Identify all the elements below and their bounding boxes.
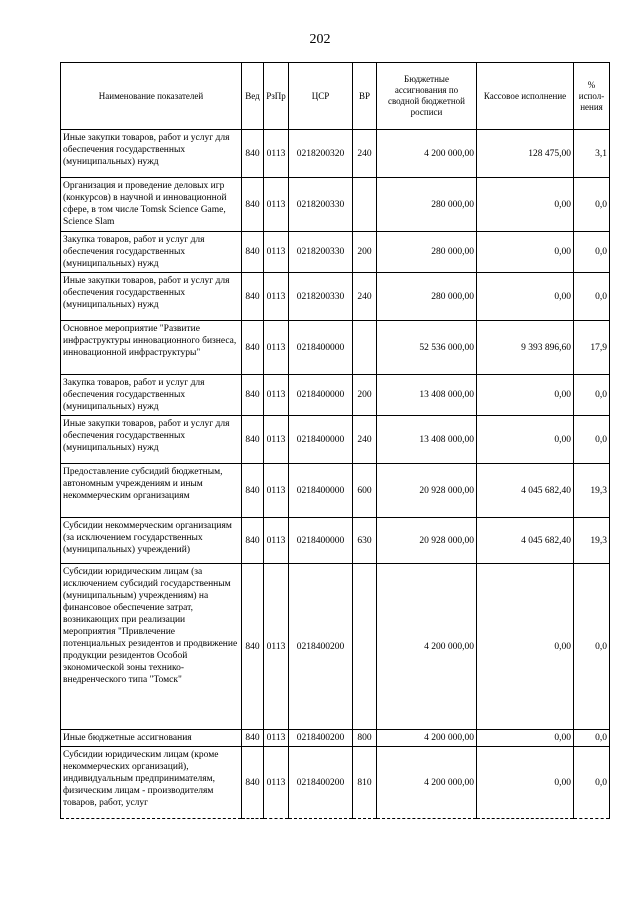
table-row [61, 273, 610, 321]
cell-ved: 840 [242, 375, 264, 416]
header-budget: Бюджетные ассигнования по сводной бюджетной росписи [377, 63, 477, 130]
cell-budget: 280 000,00 [377, 178, 477, 232]
table-row [61, 518, 610, 564]
cell-ved: 840 [242, 747, 264, 819]
cell-pct: 0,0 [574, 564, 610, 730]
cell-rzpr: 0113 [264, 178, 289, 232]
cell-csr: 0218400000 [289, 375, 353, 416]
table-row [61, 564, 610, 730]
cell-name: Закупка товаров, работ и услуг для обеспечения государственных (муниципальных) нужд [61, 375, 242, 416]
cell-vr: 200 [353, 232, 377, 273]
header-name: Наименование показателей [61, 63, 242, 130]
cell-csr: 0218400200 [289, 747, 353, 819]
cell-budget: 13 408 000,00 [377, 375, 477, 416]
header-rzpr: РзПр [264, 63, 289, 130]
cell-csr: 0218400200 [289, 730, 353, 747]
cell-cash: 0,00 [477, 416, 574, 464]
cell-vr: 240 [353, 416, 377, 464]
cell-budget: 4 200 000,00 [377, 747, 477, 819]
cell-budget: 20 928 000,00 [377, 464, 477, 518]
cell-ved: 840 [242, 464, 264, 518]
cell-pct: 0,0 [574, 178, 610, 232]
cell-cash: 128 475,00 [477, 130, 574, 178]
cell-ved: 840 [242, 273, 264, 321]
cell-pct: 3,1 [574, 130, 610, 178]
cell-csr: 0218200330 [289, 273, 353, 321]
cell-pct: 0,0 [574, 747, 610, 819]
header-cash: Кассовое исполнение [477, 63, 574, 130]
cell-ved: 840 [242, 564, 264, 730]
cell-cash: 0,00 [477, 178, 574, 232]
cell-name: Предоставление субсидий бюджетным, автономным учреждениям и иным некоммерческим организациям [61, 464, 242, 518]
cell-vr: 630 [353, 518, 377, 564]
cell-rzpr: 0113 [264, 273, 289, 321]
cell-rzpr: 0113 [264, 464, 289, 518]
table-row [61, 464, 610, 518]
cell-vr: 240 [353, 273, 377, 321]
cell-rzpr: 0113 [264, 747, 289, 819]
table-row [61, 321, 610, 375]
table-row [61, 178, 610, 232]
cell-vr: 600 [353, 464, 377, 518]
cell-rzpr: 0113 [264, 321, 289, 375]
cell-ved: 840 [242, 232, 264, 273]
cell-budget: 13 408 000,00 [377, 416, 477, 464]
cell-cash: 4 045 682,40 [477, 518, 574, 564]
cell-budget: 280 000,00 [377, 273, 477, 321]
cell-name: Основное мероприятие "Развитие инфраструктуры инновационного бизнеса, инновационной инфраструктуры" [61, 321, 242, 375]
cell-ved: 840 [242, 730, 264, 747]
table-row [61, 375, 610, 416]
cell-budget: 20 928 000,00 [377, 518, 477, 564]
cell-csr: 0218200320 [289, 130, 353, 178]
cell-budget: 52 536 000,00 [377, 321, 477, 375]
cell-vr: 800 [353, 730, 377, 747]
cell-rzpr: 0113 [264, 130, 289, 178]
cell-ved: 840 [242, 416, 264, 464]
table-row [61, 730, 610, 747]
cell-name: Иные закупки товаров, работ и услуг для обеспечения государственных (муниципальных) нужд [61, 416, 242, 464]
cell-cash: 4 045 682,40 [477, 464, 574, 518]
cell-csr: 0218400000 [289, 321, 353, 375]
cell-rzpr: 0113 [264, 416, 289, 464]
header-pct: % испол-нения [574, 63, 610, 130]
cell-name: Организация и проведение деловых игр (конкурсов) в научной и инновационной сфере, в том числе Tomsk Science Game, Science Slam [61, 178, 242, 232]
table-row [61, 747, 610, 819]
cell-budget: 4 200 000,00 [377, 730, 477, 747]
cell-csr: 0218400000 [289, 416, 353, 464]
header-vr: ВР [353, 63, 377, 130]
cell-csr: 0218400000 [289, 518, 353, 564]
cell-csr: 0218200330 [289, 178, 353, 232]
cell-csr: 0218400000 [289, 464, 353, 518]
cell-pct: 0,0 [574, 375, 610, 416]
cell-name: Субсидии юридическим лицам (за исключением субсидий государственным (муниципальным) учреждениям) на финансовое обеспечение затрат, возникающих при реализации мероприятия "Привлечение потенциальных резидентов и продвижение продукции резидентов Особой экономической зоны технико-внедренческого типа "Томск" [61, 564, 242, 730]
cell-ved: 840 [242, 178, 264, 232]
cell-pct: 19,3 [574, 518, 610, 564]
cell-vr [353, 321, 377, 375]
cell-budget: 4 200 000,00 [377, 564, 477, 730]
cell-name: Субсидии юридическим лицам (кроме некоммерческих организаций), индивидуальным предпринимателям, физическим лицам - производителям товаров, работ, услуг [61, 747, 242, 819]
table-row [61, 416, 610, 464]
header-ved: Вед [242, 63, 264, 130]
cell-budget: 4 200 000,00 [377, 130, 477, 178]
cell-budget: 280 000,00 [377, 232, 477, 273]
cell-cash: 0,00 [477, 273, 574, 321]
cell-pct: 0,0 [574, 416, 610, 464]
cell-cash: 0,00 [477, 564, 574, 730]
cell-rzpr: 0113 [264, 730, 289, 747]
cell-rzpr: 0113 [264, 232, 289, 273]
cell-name: Субсидии некоммерческим организациям (за исключением государственных (муниципальных) учреждений) [61, 518, 242, 564]
cell-name: Иные бюджетные ассигнования [61, 730, 242, 747]
cell-vr: 810 [353, 747, 377, 819]
cell-cash: 9 393 896,60 [477, 321, 574, 375]
header-csr: ЦСР [289, 63, 353, 130]
cell-pct: 17,9 [574, 321, 610, 375]
cell-csr: 0218400200 [289, 564, 353, 730]
table-row [61, 130, 610, 178]
budget-execution-table [60, 62, 610, 819]
page-number: 202 [309, 32, 331, 47]
cell-vr: 200 [353, 375, 377, 416]
cell-name: Иные закупки товаров, работ и услуг для обеспечения государственных (муниципальных) нужд [61, 130, 242, 178]
cell-name: Закупка товаров, работ и услуг для обеспечения государственных (муниципальных) нужд [61, 232, 242, 273]
cell-cash: 0,00 [477, 232, 574, 273]
cell-pct: 19,3 [574, 464, 610, 518]
cell-vr [353, 178, 377, 232]
cell-rzpr: 0113 [264, 518, 289, 564]
cell-cash: 0,00 [477, 375, 574, 416]
cell-cash: 0,00 [477, 747, 574, 819]
cell-name: Иные закупки товаров, работ и услуг для обеспечения государственных (муниципальных) нужд [61, 273, 242, 321]
cell-ved: 840 [242, 130, 264, 178]
cell-rzpr: 0113 [264, 375, 289, 416]
cell-vr [353, 564, 377, 730]
cell-ved: 840 [242, 321, 264, 375]
header-row [61, 63, 610, 130]
cell-csr: 0218200330 [289, 232, 353, 273]
cell-pct: 0,0 [574, 232, 610, 273]
table-body [61, 130, 610, 819]
cell-ved: 840 [242, 518, 264, 564]
cell-cash: 0,00 [477, 730, 574, 747]
cell-pct: 0,0 [574, 273, 610, 321]
cell-vr: 240 [353, 130, 377, 178]
cell-pct: 0,0 [574, 730, 610, 747]
table-row [61, 232, 610, 273]
cell-rzpr: 0113 [264, 564, 289, 730]
